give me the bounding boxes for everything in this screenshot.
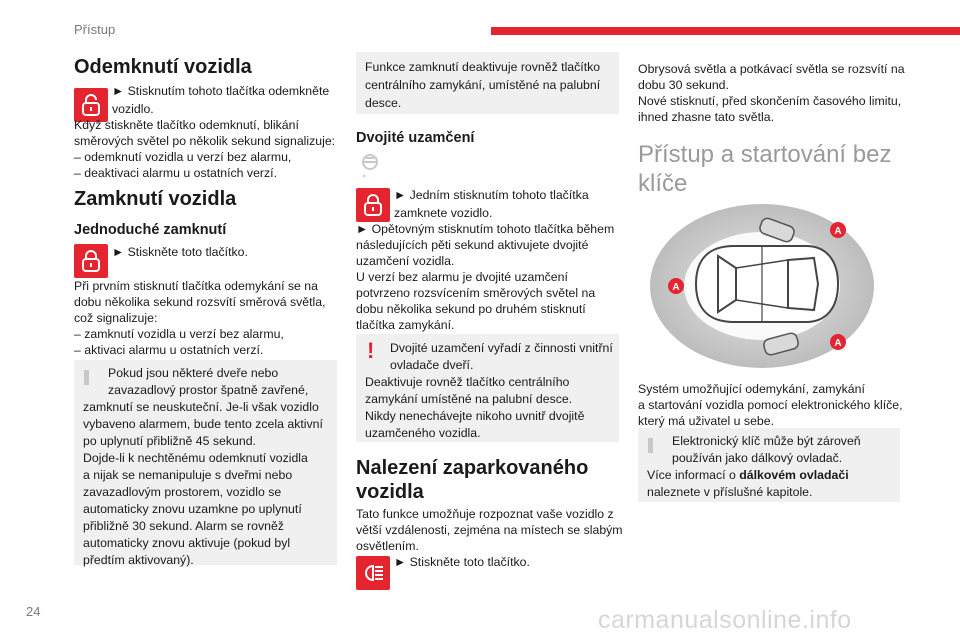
heading-keyless	[638, 140, 900, 198]
info-icon	[648, 438, 653, 453]
note-line: a nijak se nemanipuluje s dveřmi nebo	[83, 468, 293, 482]
note-line: automaticky znovu aktivuje (pokud byl	[83, 536, 291, 550]
warn-line: ovladače dveří.	[390, 358, 474, 372]
heading-keyless-line: Přístup a startování bez	[638, 141, 892, 168]
page-number: 24	[26, 604, 41, 619]
info-note-box	[74, 360, 337, 565]
note-line: přibližně 30 sekund. Alarm se rovněž	[83, 519, 284, 533]
note-line: zavazadlovým prostorem, vozidlo se	[83, 485, 282, 499]
double-text: následujících pěti sekund aktivujete dvojité	[356, 238, 589, 252]
note-line: centrálního zamykání, umístěné na palubní	[365, 78, 601, 92]
note-line: po uplynutí přibližně 45 sekund.	[83, 434, 256, 448]
keyless-car-diagram	[638, 200, 900, 370]
zone-a-label: A	[672, 282, 680, 293]
key-info-line	[647, 466, 849, 484]
heading-find-car: Nalezení zaparkovaného	[356, 457, 589, 479]
lock-text: dobu několika sekund rozsvítí směrová světla,	[74, 295, 326, 309]
heading-lock: Zamknutí vozidla	[74, 188, 237, 210]
unlock-text: – deaktivaci alarmu u ostatních verzí.	[74, 166, 277, 180]
warn-line: Deaktivuje rovněž tlačítko centrálního	[365, 375, 570, 389]
key-info-line: Elektronický klíč může být zároveň	[672, 434, 861, 448]
find-text: větší vzdálenosti, zejména na místech se slabým	[356, 523, 623, 537]
note-line: předtím aktivovaný).	[83, 553, 194, 567]
simple-lock-bullet: ► Stiskněte toto tlačítko.	[112, 245, 248, 259]
key-info-box	[638, 428, 900, 502]
double-text: dobu několika sekund po druhém stisknutí	[356, 302, 586, 316]
lock-icon	[74, 244, 108, 278]
heading-double-lock: Dvojité uzamčení	[356, 130, 475, 146]
keyless-desc: který má uživatel u sebe.	[638, 414, 775, 428]
watermark: carmanualsonline.info	[598, 606, 852, 634]
key-info-line: používán jako dálkový ovladač.	[672, 451, 843, 465]
double-text: potvrzeno rozsvícením směrových světel na	[356, 286, 596, 300]
warning-note-box	[356, 334, 619, 442]
remote-link-text: dálkovém ovladači	[739, 468, 849, 482]
lights-text: dobu 30 sekund.	[638, 78, 729, 92]
double-text: tlačítka zamykání.	[356, 318, 455, 332]
lock-icon	[356, 188, 390, 222]
header-accent-bar	[491, 27, 960, 35]
warn-line: uzamčeného vozidla.	[365, 426, 481, 440]
unlock-text: Když stiskněte tlačítko odemknutí, blikání	[74, 118, 299, 132]
warn-line: Dvojité uzamčení vyřadí z činnosti vnitřní	[390, 341, 613, 355]
find-bullet: ► Stiskněte toto tlačítko.	[394, 555, 530, 569]
double-bullet-1: ► Jedním stisknutím tohoto tlačítka	[394, 188, 589, 202]
unlock-text: – odemknutí vozidla u verzí bez alarmu,	[74, 150, 292, 164]
heading-find-car: vozidla	[356, 481, 424, 503]
section-title: Přístup	[74, 22, 116, 37]
warning-icon: !	[367, 338, 375, 363]
unlock-bullet-2: vozidlo.	[112, 102, 154, 116]
heading-simple-lock: Jednoduché zamknutí	[74, 222, 227, 238]
key-info-line: naleznete v příslušné kapitole.	[647, 485, 813, 499]
find-text: osvětlením.	[356, 539, 419, 553]
lights-text: ihned zhasne tato světla.	[638, 110, 775, 124]
note-line: automaticky znovu uzamkne po uplynutí	[83, 502, 302, 516]
lock-text: Při prvním stisknutí tlačítka odemykání se na	[74, 279, 318, 293]
double-text: uzamčení vozidla.	[356, 254, 455, 268]
lights-text: Obrysová světla a potkávací světla se rozsvítí na	[638, 62, 905, 76]
zone-a-label: A	[834, 338, 842, 349]
lights-text: Nové stisknutí, před skončením časového limitu,	[638, 94, 902, 108]
note-line: Funkce zamknutí deaktivuje rovněž tlačítko	[365, 60, 601, 74]
heading-unlock: Odemknutí vozidla	[74, 56, 252, 78]
keyless-desc: Systém umožňující odemykání, zamykání	[638, 382, 865, 396]
lock-text: což signalizuje:	[74, 311, 158, 325]
lock-text: – aktivaci alarmu u ostatních verzí.	[74, 343, 264, 357]
lock-text: – zamknutí vozidla u verzí bez alarmu,	[74, 327, 284, 341]
key-info-pre: Více informací o	[647, 468, 740, 482]
unlock-bullet-1: ► Stisknutím tohoto tlačítka odemkněte	[112, 84, 330, 98]
double-text: ► Opětovným stisknutím tohoto tlačítka během	[356, 222, 615, 236]
info-icon	[84, 370, 89, 385]
unlock-text: směrových světel po několik sekund signalizuje:	[74, 134, 336, 148]
zone-a-label: A	[834, 226, 842, 237]
lock-note-box	[356, 52, 619, 114]
note-line: Pokud jsou některé dveře nebo	[108, 366, 279, 380]
double-bullet-2: zamknete vozidlo.	[394, 206, 493, 220]
note-line: zavazadlový prostor špatně zavřené,	[108, 383, 309, 397]
heading-keyless-line: klíče	[638, 170, 688, 197]
double-text: U verzí bez alarmu je dvojité uzamčení	[356, 270, 568, 284]
headlight-icon	[356, 556, 390, 590]
keyless-desc: a startování vozidla pomocí elektronického klíče,	[638, 398, 903, 412]
note-line: vybaveno alarmem, bude tento zcela aktivní	[83, 417, 323, 431]
note-line: zamknutí se neuskuteční. Je-li však vozidlo	[83, 400, 319, 414]
warn-line: zamykání umístěné na palubní desce.	[365, 392, 573, 406]
note-line: desce.	[365, 96, 402, 110]
find-text: Tato funkce umožňuje rozpoznat vaše vozidlo z	[356, 507, 614, 521]
warn-line: Nikdy nenechávejte nikoho uvnitř dvojitě	[365, 409, 585, 423]
note-line: Dojde-li k nechtěnému odemknutí vozidla	[83, 451, 308, 465]
double-lock-icon	[356, 152, 390, 180]
